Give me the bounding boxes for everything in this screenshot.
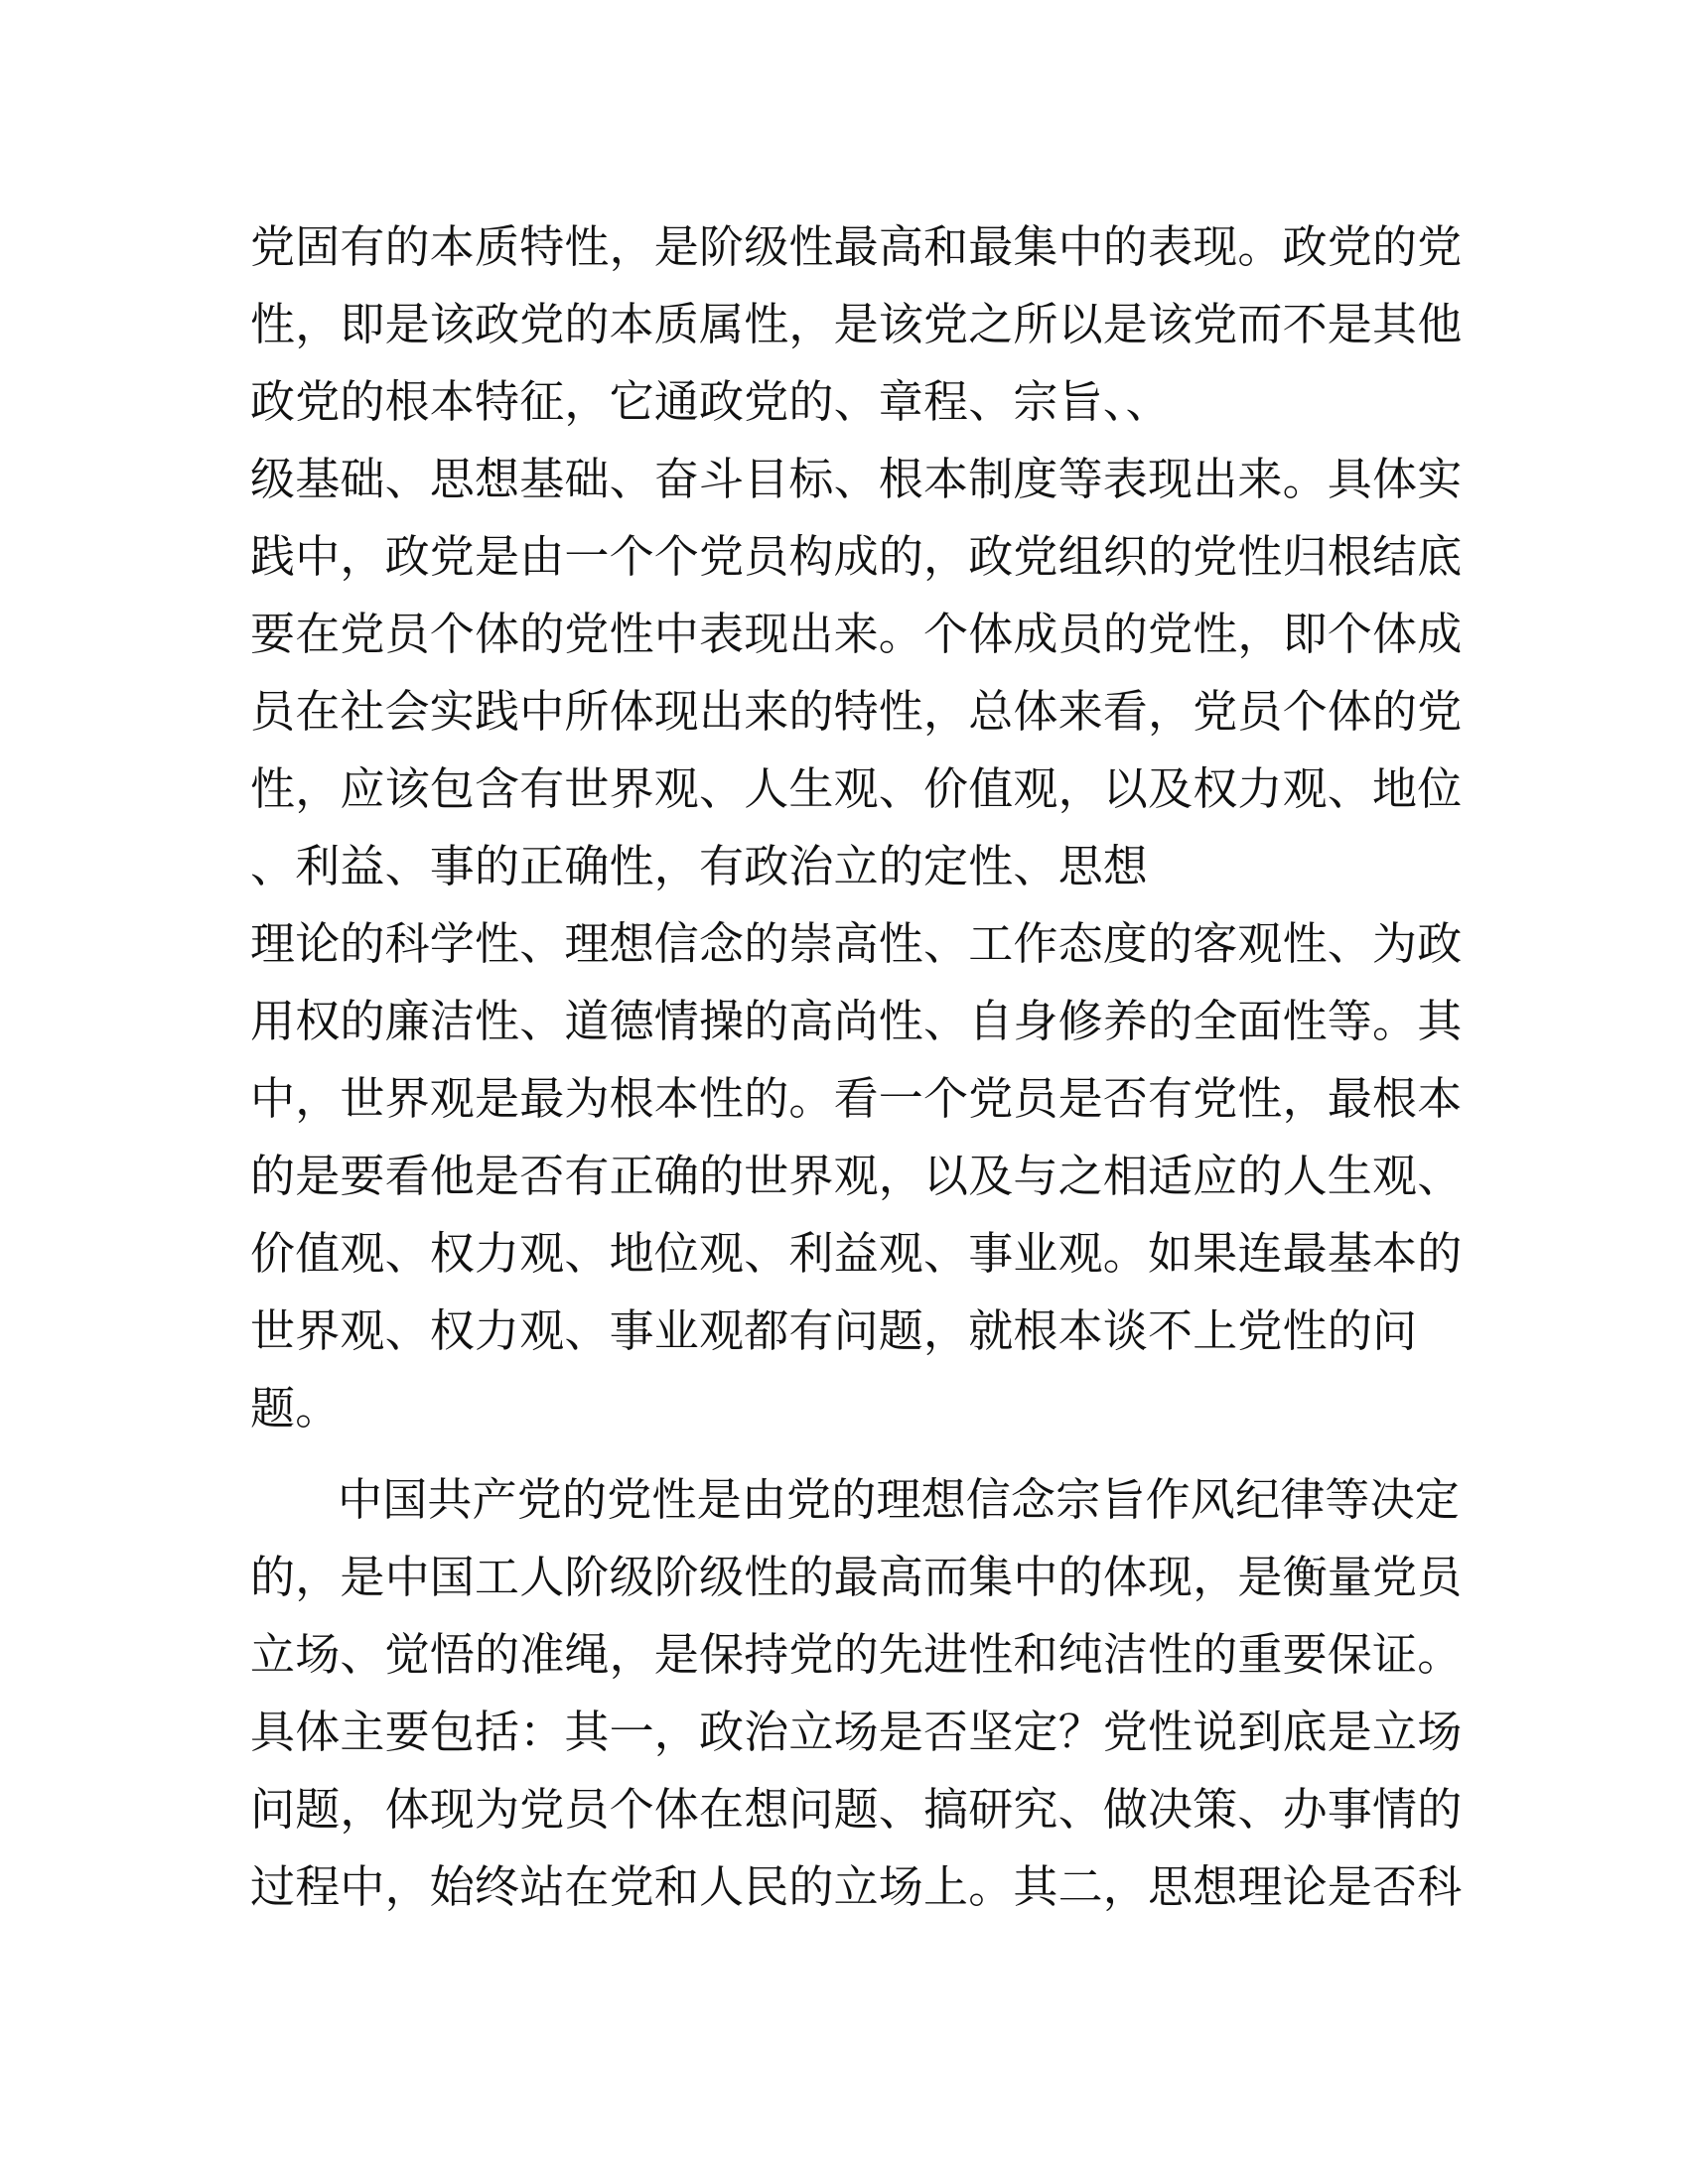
text-line: 的，是中国工人阶级阶级性的最高而集中的体现，是衡量党员 [250,1551,1463,1603]
text-line: 中国共产党的党性是由党的理想信念宗旨作风纪律等决定 [338,1473,1461,1526]
text-line: 世界观、权力观、事业观都有问题，就根本谈不上党性的问 [250,1304,1418,1357]
text-line: 践中，政党是由一个个党员构成的，政党组织的党性归根结底 [250,530,1463,583]
text-line: 具体主要包括：其一，政治立场是否坚定？党性说到底是立场 [250,1706,1463,1758]
text-line: 题。 [250,1382,341,1434]
text-line: 性，即是该政党的本质属性，是该党之所以是该党而不是其他 [250,298,1463,350]
text-line: 员在社会实践中所体现出来的特性，总体来看，党员个体的党 [250,685,1463,738]
text-line: 过程中，始终站在党和人民的立场上。其二，思想理论是否科 [250,1860,1463,1913]
text-line: 党固有的本质特性，是阶级性最高和最集中的表现。政党的党 [250,220,1463,273]
text-line: 立场、觉悟的准绳，是保持党的先进性和纯洁性的重要保证。 [250,1628,1463,1681]
text-line: 、利益、事的正确性，有政治立的定性、思想 [250,840,1149,892]
text-line: 用权的廉洁性、道德情操的高尚性、自身修养的全面性等。其 [250,995,1463,1047]
text-line: 性，应该包含有世界观、人生观、价值观，以及权力观、地位 [250,762,1463,815]
text-line: 级基础、思想基础、奋斗目标、根本制度等表现出来。具体实 [250,453,1463,505]
text-line: 价值观、权力观、地位观、利益观、事业观。如果连最基本的 [250,1227,1463,1280]
text-line: 要在党员个体的党性中表现出来。个体成员的党性，即个体成 [250,608,1463,660]
text-line: 理论的科学性、理想信念的崇高性、工作态度的客观性、为政 [250,917,1463,970]
text-line: 问题，体现为党员个体在想问题、搞研究、做决策、办事情的 [250,1783,1463,1836]
text-line: 政党的根本特征，它通政党的、章程、宗旨、、 [250,375,1171,428]
text-line: 的是要看他是否有正确的世界观，以及与之相适应的人生观、 [250,1150,1463,1202]
text-line: 中，世界观是最为根本性的。看一个党员是否有党性，最根本 [250,1072,1463,1125]
